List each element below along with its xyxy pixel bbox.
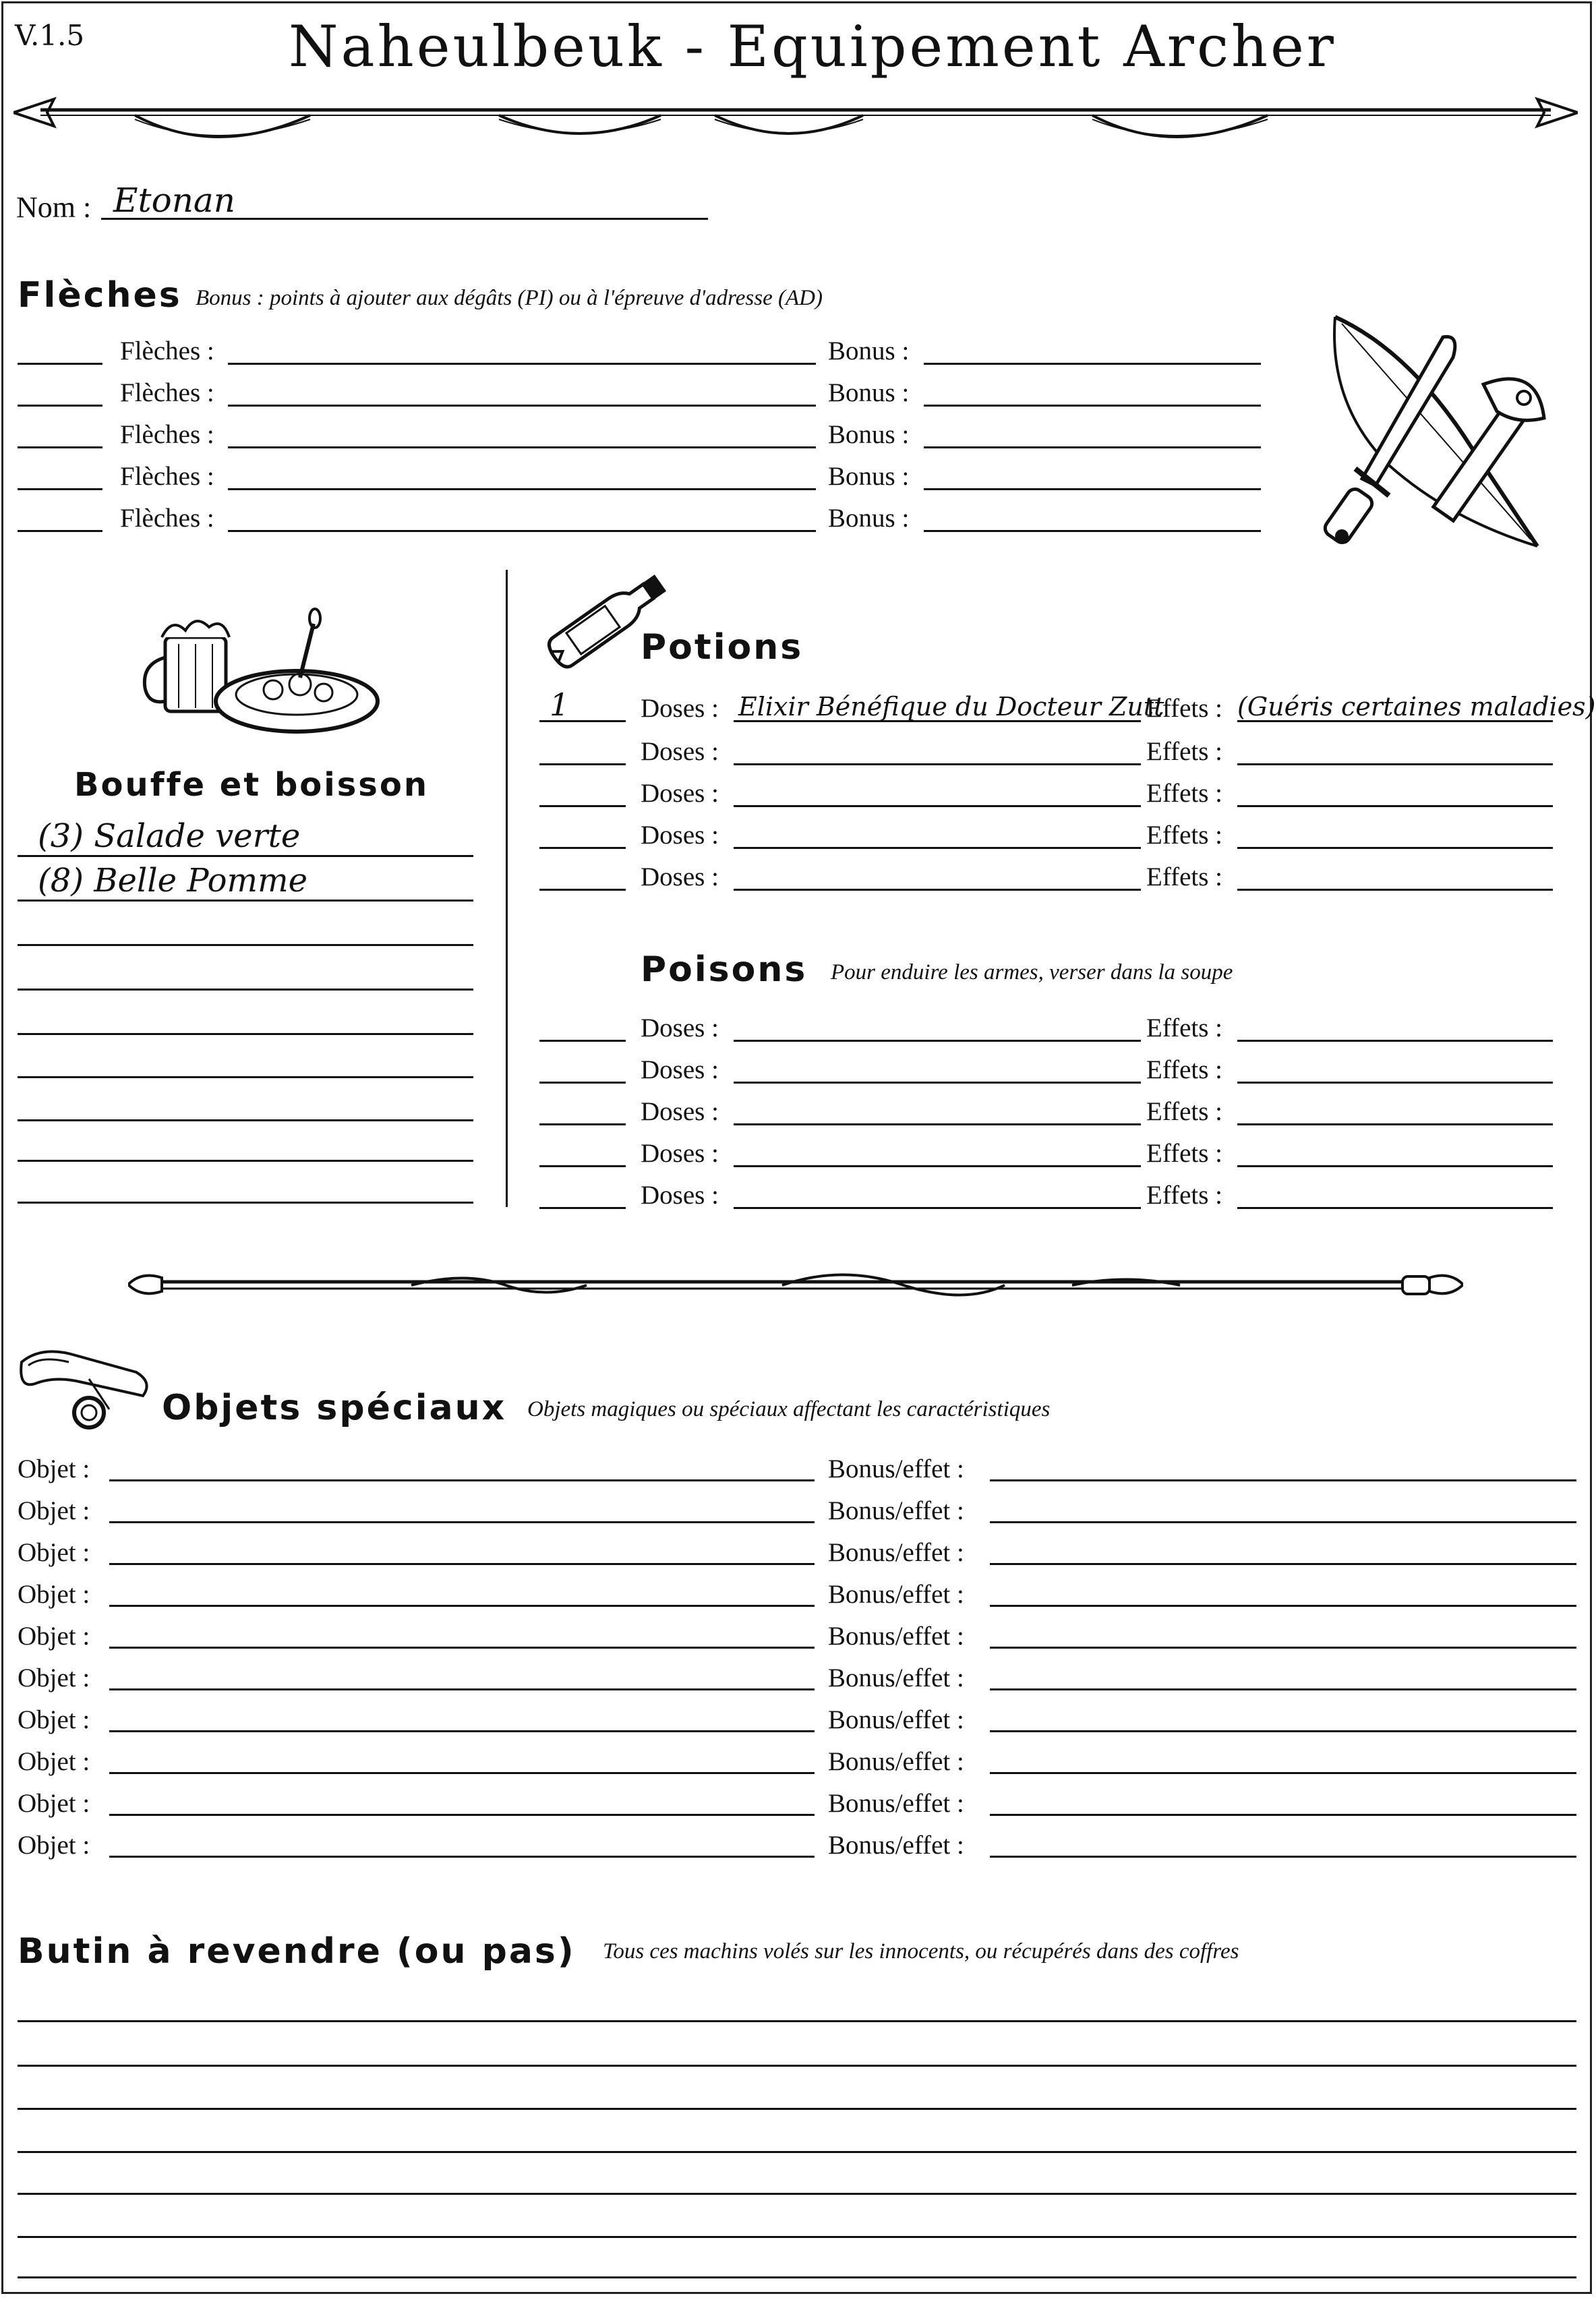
list-item[interactable]: (3) Salade verte <box>38 817 301 855</box>
objet-field[interactable] <box>109 1521 815 1523</box>
objet-field[interactable] <box>109 1688 815 1690</box>
fleches-bonus-field[interactable] <box>924 530 1261 532</box>
poison-name-field[interactable] <box>734 1207 1141 1209</box>
potion-name-field[interactable] <box>734 763 1141 765</box>
objet-field[interactable] <box>109 1856 815 1858</box>
objet-field[interactable] <box>109 1730 815 1732</box>
staff-divider-icon <box>128 1258 1463 1312</box>
list-line <box>18 855 473 857</box>
page-title: Naheulbeuk - Equipement Archer <box>289 13 1336 80</box>
fleches-name-field[interactable] <box>228 488 816 490</box>
potion-effect-field[interactable] <box>1237 847 1553 849</box>
fleches-title: Flèches <box>18 275 182 316</box>
bonus-effet-field[interactable] <box>990 1521 1576 1523</box>
bonus-effet-field[interactable] <box>990 1605 1576 1607</box>
butin-title: Butin à revendre (ou pas) <box>18 1931 576 1972</box>
objet-field[interactable] <box>109 1605 815 1607</box>
butin-line[interactable] <box>18 2020 1576 2022</box>
potion-name[interactable]: Elixir Bénéfique du Docteur Zutt <box>738 692 1164 721</box>
poisons-title: Poisons <box>641 949 808 990</box>
list-line[interactable] <box>18 1160 473 1162</box>
list-item[interactable]: (8) Belle Pomme <box>38 862 307 900</box>
potion-name-field[interactable] <box>734 847 1141 849</box>
fleches-bonus-field[interactable] <box>924 363 1261 365</box>
bonus-effet-field[interactable] <box>990 1730 1576 1732</box>
fleches-name-field[interactable] <box>228 363 816 365</box>
objet-field[interactable] <box>109 1647 815 1649</box>
crossed-weapons-icon <box>1315 310 1571 553</box>
fleches-bonus-field[interactable] <box>924 405 1261 407</box>
list-line[interactable] <box>18 1119 473 1121</box>
bonus-effet-field[interactable] <box>990 1647 1576 1649</box>
butin-line[interactable] <box>18 2151 1576 2153</box>
potion-effect-field[interactable] <box>1237 805 1553 807</box>
objet-field[interactable] <box>109 1814 815 1816</box>
bonus-effet-field[interactable] <box>990 1688 1576 1690</box>
butin-line[interactable] <box>18 2065 1576 2067</box>
poison-effect-field[interactable] <box>1237 1207 1553 1209</box>
objet-field[interactable] <box>109 1563 815 1565</box>
bouffe-title: Bouffe et boisson <box>73 766 430 804</box>
poison-name-field[interactable] <box>734 1040 1141 1042</box>
poison-effect-field[interactable] <box>1237 1123 1553 1125</box>
food-drink-icon <box>138 603 381 738</box>
potion-effect-field[interactable] <box>1237 763 1553 765</box>
fleches-name-field[interactable] <box>228 530 816 532</box>
list-line[interactable] <box>18 1033 473 1035</box>
potion-effect[interactable]: (Guéris certaines maladies) <box>1237 692 1596 721</box>
nom-line <box>101 218 708 220</box>
version-label: V.1.5 <box>15 19 85 52</box>
poisons-subtitle: Pour enduire les armes, verser dans la soupe <box>831 960 1233 984</box>
poison-effect-field[interactable] <box>1237 1082 1553 1084</box>
nom-label: Nom : <box>16 191 92 224</box>
potions-title: Potions <box>641 627 804 668</box>
potion-qty[interactable]: 1 <box>550 686 570 723</box>
butin-subtitle: Tous ces machins volés sur les innocents, ou récupérés dans des coffres <box>603 1939 1239 1964</box>
arrow-divider-icon <box>13 84 1578 145</box>
list-line <box>18 900 473 902</box>
objets-title: Objets spéciaux <box>162 1388 507 1428</box>
list-line[interactable] <box>18 944 473 946</box>
bonus-effet-field[interactable] <box>990 1814 1576 1816</box>
bonus-effet-field[interactable] <box>990 1479 1576 1481</box>
butin-line[interactable] <box>18 2276 1576 2278</box>
objet-field[interactable] <box>109 1772 815 1774</box>
nom-value[interactable]: Etonan <box>113 181 235 220</box>
fleches-name-field[interactable] <box>228 405 816 407</box>
poison-effect-field[interactable] <box>1237 1040 1553 1042</box>
fleches-subtitle: Bonus : points à ajouter aux dégâts (PI) ou à l'épreuve d'adresse (AD) <box>196 286 823 310</box>
bonus-effet-field[interactable] <box>990 1563 1576 1565</box>
butin-line[interactable] <box>18 2193 1576 2195</box>
poison-name-field[interactable] <box>734 1165 1141 1167</box>
butin-line[interactable] <box>18 2108 1576 2110</box>
list-line[interactable] <box>18 989 473 991</box>
list-line[interactable] <box>18 1076 473 1078</box>
objets-subtitle: Objets magiques ou spéciaux affectant les caractéristiques <box>527 1397 1051 1421</box>
butin-line[interactable] <box>18 2236 1576 2238</box>
potion-effect-field[interactable] <box>1237 889 1553 891</box>
scroll-ring-icon <box>15 1342 156 1436</box>
bonus-effet-field[interactable] <box>990 1856 1576 1858</box>
poison-name-field[interactable] <box>734 1123 1141 1125</box>
fleches-bonus-field[interactable] <box>924 446 1261 448</box>
list-line[interactable] <box>18 1202 473 1204</box>
potion-name-field[interactable] <box>734 805 1141 807</box>
fleches-bonus-field[interactable] <box>924 488 1261 490</box>
objet-field[interactable] <box>109 1479 815 1481</box>
poison-name-field[interactable] <box>734 1082 1141 1084</box>
column-divider <box>506 570 508 1207</box>
potion-name-field[interactable] <box>734 889 1141 891</box>
bonus-effet-field[interactable] <box>990 1772 1576 1774</box>
fleches-name-field[interactable] <box>228 446 816 448</box>
poison-effect-field[interactable] <box>1237 1165 1553 1167</box>
